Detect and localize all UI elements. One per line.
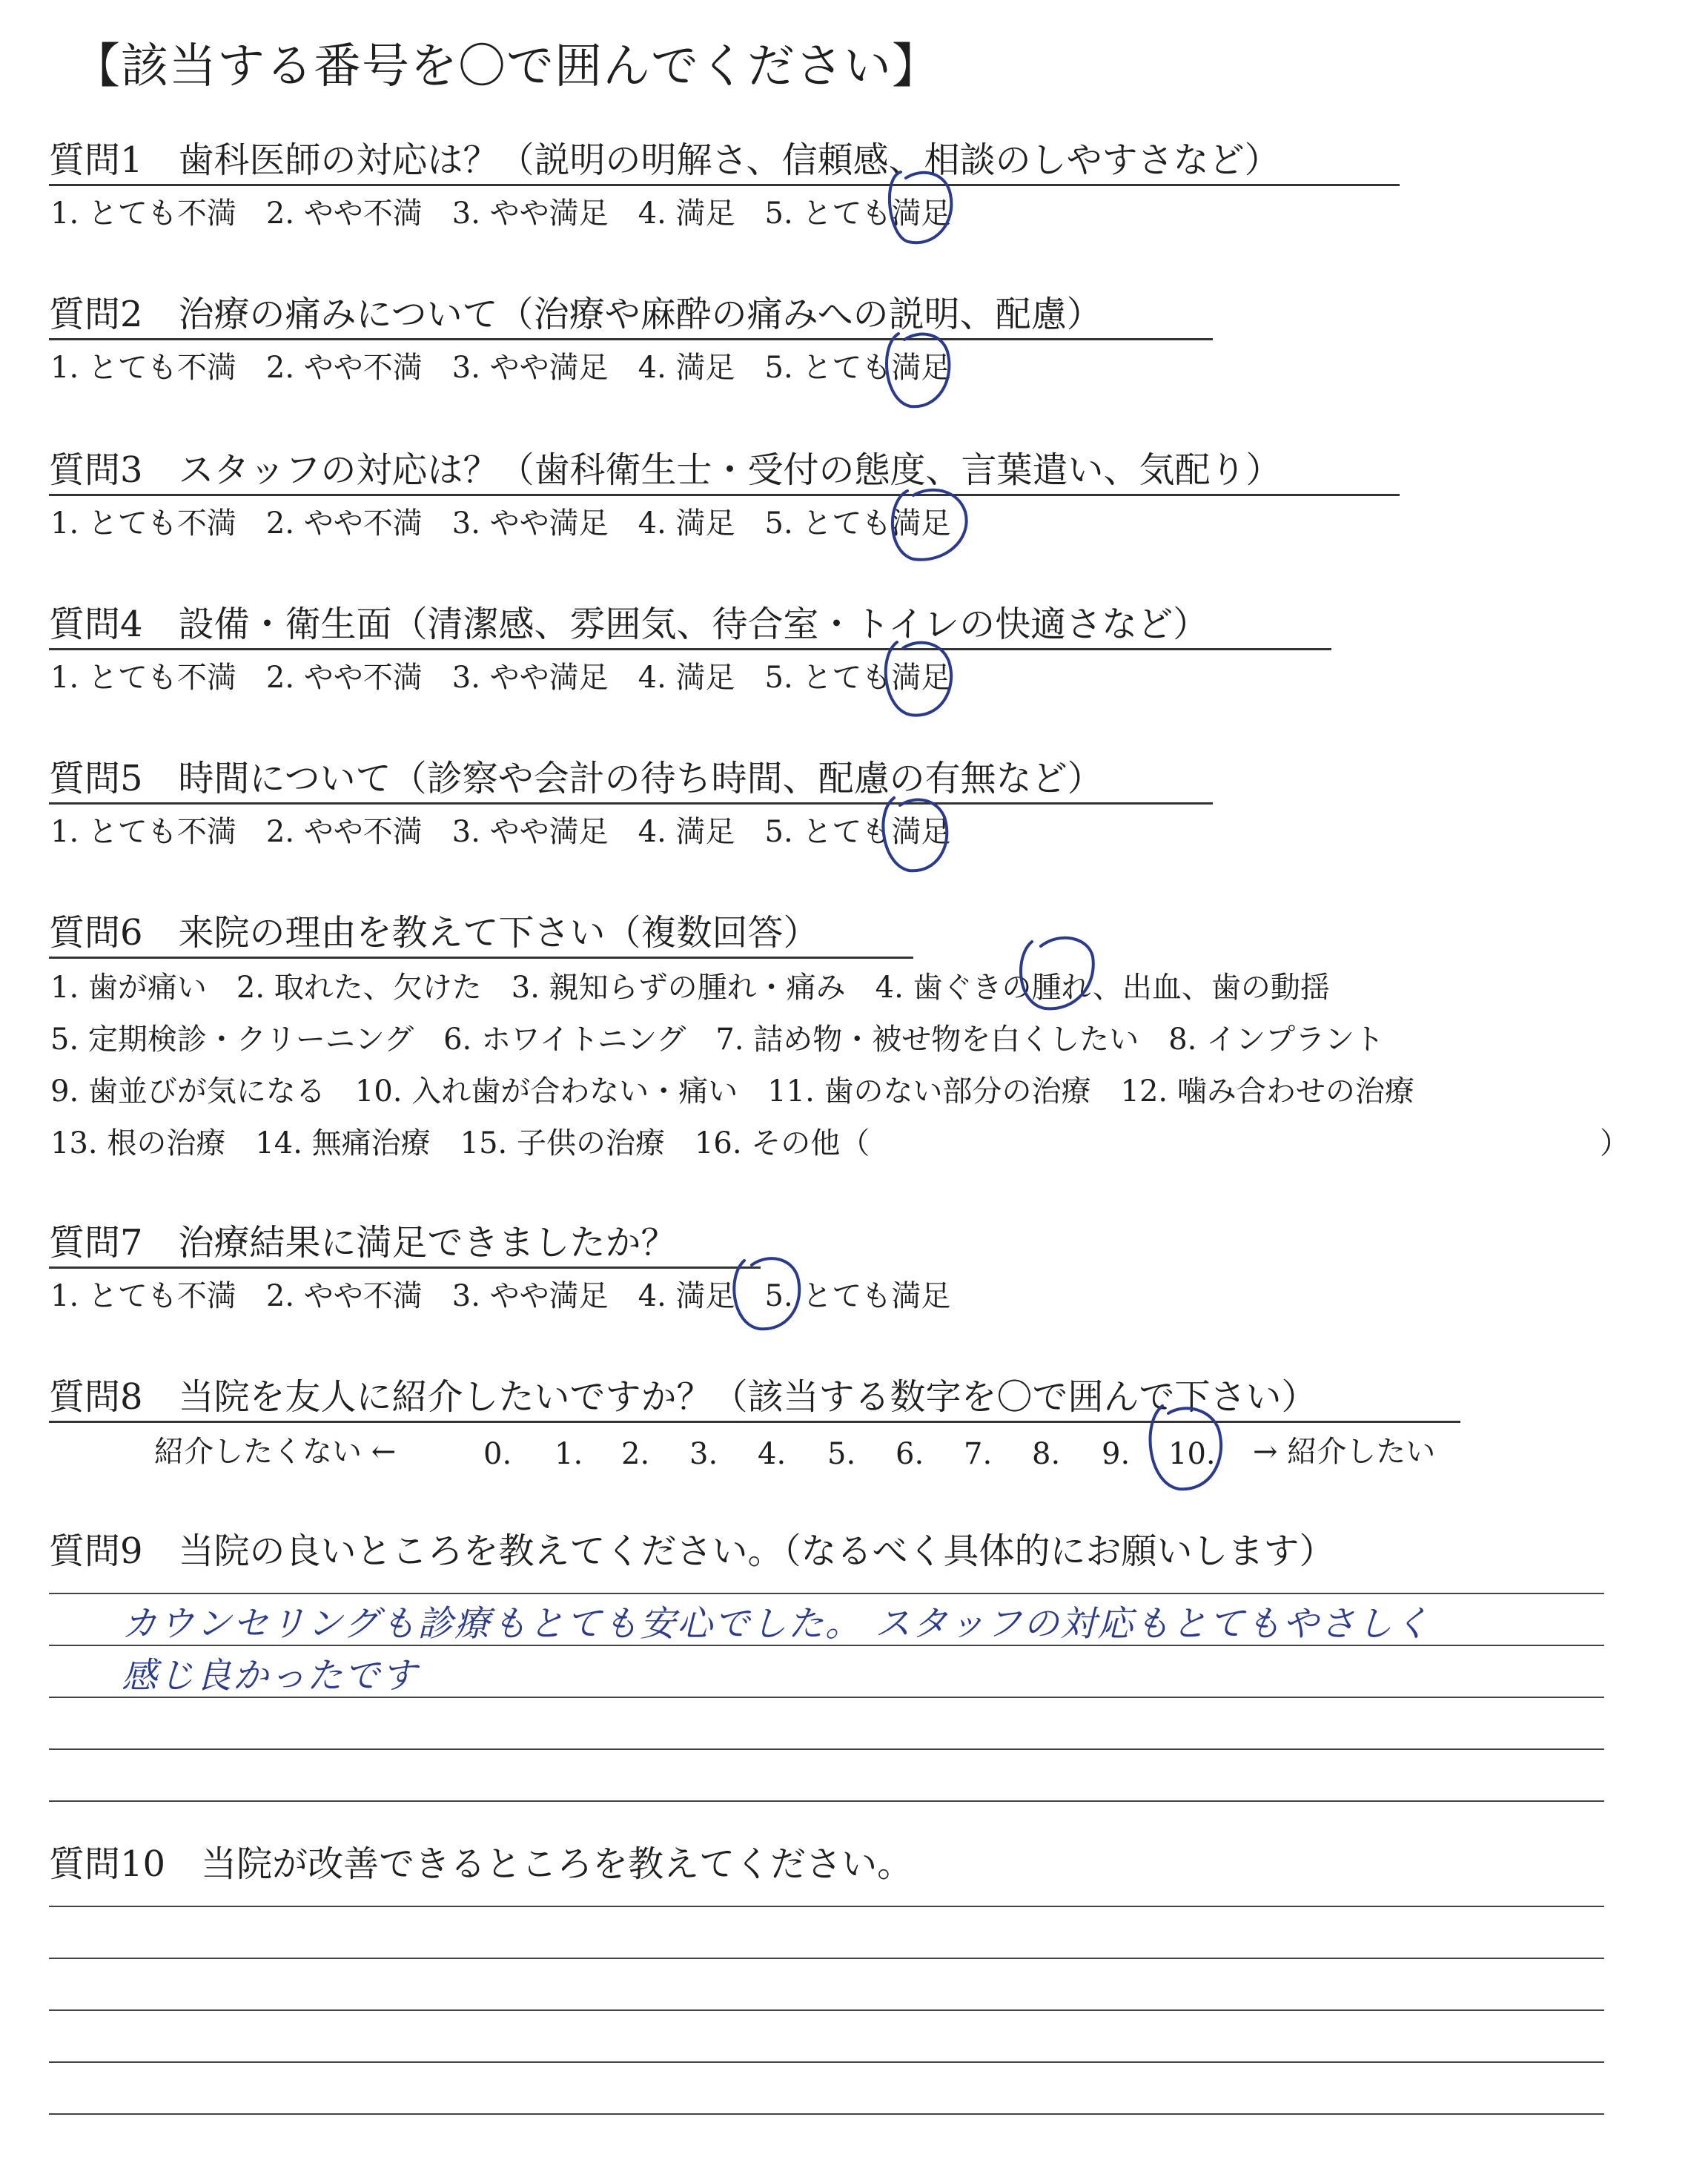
scale-number: 0. xyxy=(483,1437,512,1471)
question-4-title: 質問4 設備・衛生面（清潔感、雰囲気、待合室・トイレの快適さなど） xyxy=(49,604,1209,645)
answer-line xyxy=(49,1593,1604,1594)
question-5-underline xyxy=(49,802,1213,805)
scale-number: 1. xyxy=(555,1437,583,1471)
question-8-title: 質問8 当院を友人に紹介したいですか？（該当する数字を〇で囲んで下さい） xyxy=(49,1376,1317,1418)
question-2-underline xyxy=(49,338,1213,340)
question-6-line-1: 1. 歯が痛い 2. 取れた、欠けた 3. 親知らずの腫れ・痛み 4. 歯ぐきの腫れ、出血、歯の動揺 xyxy=(50,971,1330,1005)
question-6-line-2: 5. 定期検診・クリーニング 6. ホワイトニング 7. 詰め物・被せ物を白くしたい 8. インプラント xyxy=(50,1023,1385,1057)
question-7-underline xyxy=(49,1266,761,1269)
question-7-options: 1. とても不満 2. やや不満 3. やや満足 4. 満足 5. とても満足 xyxy=(50,1279,951,1313)
question-6-line-4: 13. 根の治療 14. 無痛治療 15. 子供の治療 16. その他（ xyxy=(50,1126,870,1160)
answer-line xyxy=(49,1645,1604,1646)
answer-line xyxy=(49,1800,1604,1802)
question-3-underline xyxy=(49,494,1400,496)
answer-line xyxy=(49,2061,1604,2063)
question-2-title: 質問2 治療の痛みについて（治療や麻酔の痛みへの説明、配慮） xyxy=(49,294,1102,335)
scale-number: 8. xyxy=(1032,1437,1061,1471)
handwritten-answer-line-2: 感じ良かったです xyxy=(122,1655,419,1697)
scale-number: 4. xyxy=(758,1437,787,1471)
question-5-title: 質問5 時間について（診察や会計の待ち時間、配慮の有無など） xyxy=(49,758,1103,799)
question-9-title: 質問9 当院の良いところを教えてください。（なるべく具体的にお願いします） xyxy=(49,1530,1335,1572)
scale-number: 7. xyxy=(964,1437,993,1471)
question-10-title: 質問10 当院が改善できるところを教えてください。 xyxy=(49,1843,913,1885)
question-6-underline xyxy=(49,957,913,959)
scale-number: 3. xyxy=(689,1437,718,1471)
question-1-underline xyxy=(49,184,1400,186)
question-6-line-3: 9. 歯並びが気になる 10. 入れ歯が合わない・痛い 11. 歯のない部分の治療 12. 噛み合わせの治療 xyxy=(50,1074,1414,1109)
question-3-options: 1. とても不満 2. やや不満 3. やや満足 4. 満足 5. とても満足 xyxy=(50,506,951,541)
answer-line xyxy=(49,1697,1604,1698)
question-1-title: 質問1 歯科医師の対応は？（説明の明解さ、信頼感、相談のしやすさなど） xyxy=(49,139,1280,181)
question-7-title: 質問7 治療結果に満足できましたか？ xyxy=(49,1222,677,1264)
question-6-title: 質問6 来院の理由を教えて下さい（複数回答） xyxy=(49,912,819,954)
answer-line xyxy=(49,1906,1604,1907)
question-1-options: 1. とても不満 2. やや不満 3. やや満足 4. 満足 5. とても満足 xyxy=(50,196,951,231)
scale-number: 5. xyxy=(827,1437,856,1471)
answer-line xyxy=(49,2113,1604,2115)
answer-line xyxy=(49,1748,1604,1750)
question-6-close-paren: ） xyxy=(1600,1126,1629,1160)
answer-line xyxy=(49,1958,1604,1959)
answer-line xyxy=(49,2009,1604,2011)
scale-right-label: → 紹介したい xyxy=(1253,1435,1436,1469)
question-4-underline xyxy=(49,648,1331,650)
scale-number: 9. xyxy=(1102,1437,1131,1471)
question-3-title: 質問3 スタッフの対応は？（歯科衛生士・受付の態度、言葉遣い、気配り） xyxy=(49,449,1282,491)
question-5-options: 1. とても不満 2. やや不満 3. やや満足 4. 満足 5. とても満足 xyxy=(50,815,951,849)
page-heading: 【該当する番号を〇で囲んでください】 xyxy=(73,39,940,94)
scale-left-label: 紹介したくない ← xyxy=(154,1435,397,1469)
scale-number: 6. xyxy=(896,1437,924,1471)
question-4-options: 1. とても不満 2. やや不満 3. やや満足 4. 満足 5. とても満足 xyxy=(50,661,951,695)
question-8-underline xyxy=(49,1421,1460,1423)
handwritten-answer-line-1: カウンセリングも診療もとても安心でした。 スタッフの対応もとてもやさしく xyxy=(122,1603,1431,1645)
scale-number: 2. xyxy=(621,1437,650,1471)
scale-number: 10. xyxy=(1168,1437,1216,1471)
question-2-options: 1. とても不満 2. やや不満 3. やや満足 4. 満足 5. とても満足 xyxy=(50,351,951,385)
